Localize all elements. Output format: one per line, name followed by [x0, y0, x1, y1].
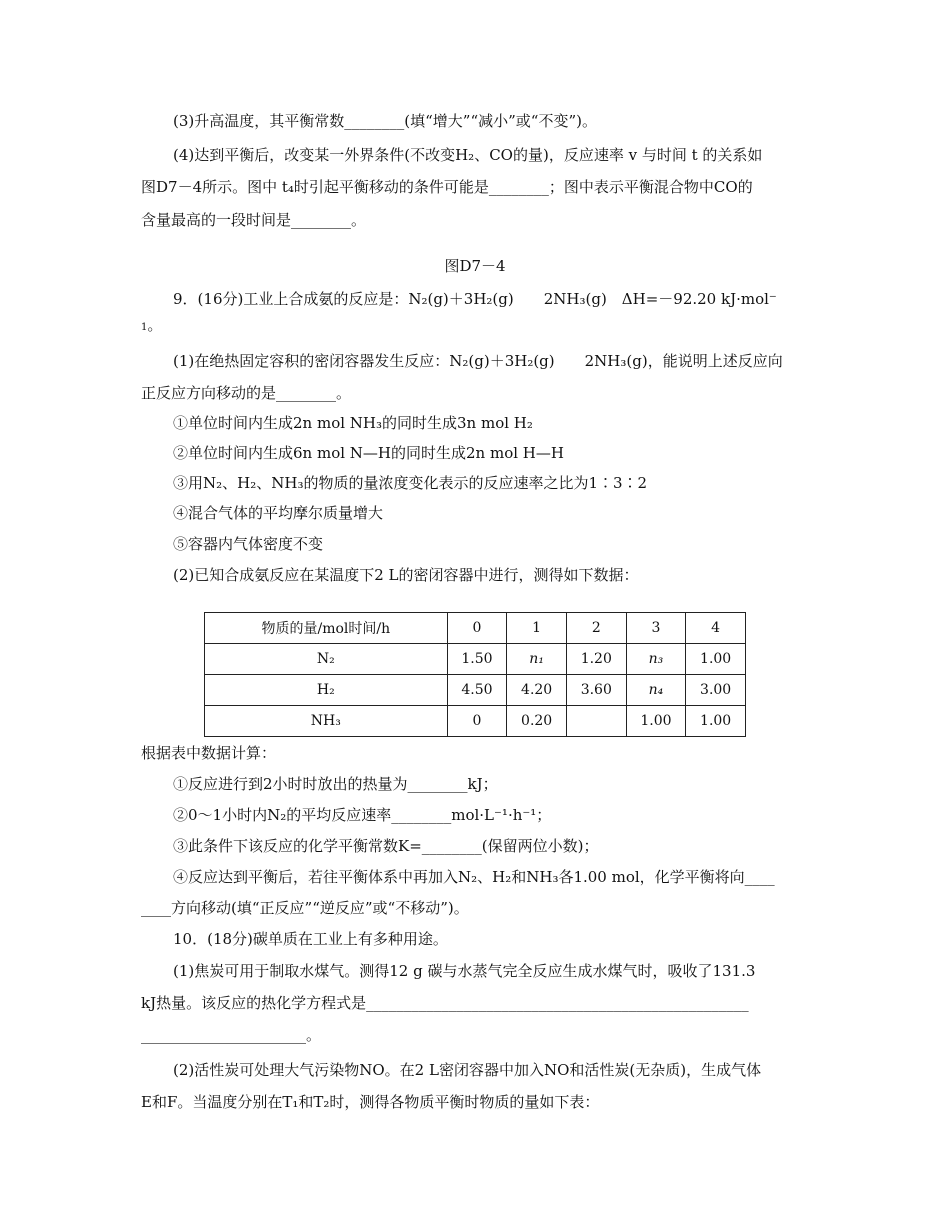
q9-option-4: ④混合气体的平均摩尔质量增大: [173, 504, 384, 522]
table-cell: 1.00: [686, 706, 746, 737]
q9-option-5: ⑤容器内气体密度不变: [173, 535, 324, 553]
table-cell: 1.50: [447, 644, 507, 675]
q9-part2: (2)已知合成氨反应在某温度下2 L的密闭容器中进行，测得如下数据：: [173, 566, 639, 584]
q9-calc-item-1: ①反应进行到2小时时放出的热量为________kJ；: [173, 775, 498, 793]
table-header-cell: 3: [626, 613, 686, 644]
table-cell: 0.20: [507, 706, 567, 737]
figure-caption: 图D7－4: [444, 257, 506, 275]
q9-title-end: 。: [147, 316, 163, 334]
q10-part2-line1: (2)活性炭可处理大气污染物NO。在2 L密闭容器中加入NO和活性炭(无杂质)，生成气体: [173, 1061, 762, 1079]
table-row: [205, 644, 746, 675]
q9-option-3: ③用N₂、H₂、NH₃的物质的量浓度变化表示的反应速率之比为1∶3∶2: [173, 474, 648, 492]
table-row: [205, 675, 746, 706]
table-cell: n₄: [626, 675, 686, 706]
q8-part4-line1: (4)达到平衡后，改变某一外界条件(不改变H₂、CO的量)，反应速率 v 与时间 t 的关系如: [173, 146, 763, 164]
table-cell: [566, 706, 626, 737]
table-header-row: [205, 613, 746, 644]
q9-title-line1: [173, 289, 777, 309]
q10-part1-line1: (1)焦炭可用于制取水煤气。测得12 g 碳与水蒸气完全反应生成水煤气时，吸收了131.3: [173, 962, 756, 980]
table-header-cell: 0: [447, 613, 507, 644]
q9-title-sup: 1: [141, 322, 148, 333]
table-row: [205, 706, 746, 737]
table-cell: 1.20: [566, 644, 626, 675]
table-cell: 1.00: [626, 706, 686, 737]
table-cell: 4.20: [507, 675, 567, 706]
q10-part1-line3: ______________________。: [141, 1026, 322, 1044]
q10-title: 10．(18分)碳单质在工业上有多种用途。: [173, 930, 448, 948]
table-header-cell: 物质的量/mol时间/h: [205, 613, 448, 644]
q9-option-2: ②单位时间内生成6n mol N—H的同时生成2n mol H—H: [173, 444, 564, 462]
table-cell: n₃: [626, 644, 686, 675]
q9-calc-item-4-line2: ____方向移动(填“正反应”“逆反应”或“不移动”)。: [141, 899, 469, 917]
q8-part4-line3: 含量最高的一段时间是________。: [141, 211, 367, 229]
table-cell: H₂: [205, 675, 448, 706]
table-header-cell: 2: [566, 613, 626, 644]
table-cell: 0: [447, 706, 507, 737]
q9-calc-item-4: ④反应达到平衡后，若往平衡体系中再加入N₂、H₂和NH₃各1.00 mol，化学平衡将向____: [173, 868, 775, 886]
table-cell: 3.00: [686, 675, 746, 706]
table-cell: n₁: [507, 644, 567, 675]
q8-part4-line2: 图D7－4所示。图中 t₄时引起平衡移动的条件可能是________；图中表示平衡混合物中CO的: [141, 178, 753, 196]
q9-part1-line2: 正反应方向移动的是________。: [141, 384, 352, 402]
q9-title-overflow: [141, 314, 162, 335]
table-header-cell: 4: [686, 613, 746, 644]
q10-part2-line2: E和F。当温度分别在T₁和T₂时，测得各物质平衡时物质的量如下表：: [141, 1093, 600, 1111]
q9-calc-item-2: ②0～1小时内N₂的平均反应速率________mol·L⁻¹·h⁻¹；: [173, 806, 552, 824]
data-table: [204, 612, 746, 737]
q9-calc-item-3: ③此条件下该反应的化学平衡常数K=________(保留两位小数)；: [173, 837, 599, 855]
q10-part1-line2: kJ热量。该反应的热化学方程式是___________________________________________________: [141, 994, 749, 1012]
table-cell: 3.60: [566, 675, 626, 706]
table-cell: N₂: [205, 644, 448, 675]
q8-part3: (3)升高温度，其平衡常数________(填“增大”“减小”或“不变”)。: [173, 112, 597, 130]
q9-calc-intro: 根据表中数据计算：: [141, 744, 277, 762]
q9-option-1: ①单位时间内生成2n mol NH₃的同时生成3n mol H₂: [173, 414, 533, 432]
table-cell: 4.50: [447, 675, 507, 706]
table-cell: 1.00: [686, 644, 746, 675]
q9-title-text: 9．(16分)工业上合成氨的反应是：N₂(g)＋3H₂(g) 2NH₃(g) ΔH=－92.20 kJ·mol⁻: [173, 290, 777, 308]
q9-part1-line1: (1)在绝热固定容积的密闭容器发生反应：N₂(g)＋3H₂(g) 2NH₃(g)，能说明上述反应向: [173, 352, 783, 370]
table-cell: NH₃: [205, 706, 448, 737]
table-header-cell: 1: [507, 613, 567, 644]
